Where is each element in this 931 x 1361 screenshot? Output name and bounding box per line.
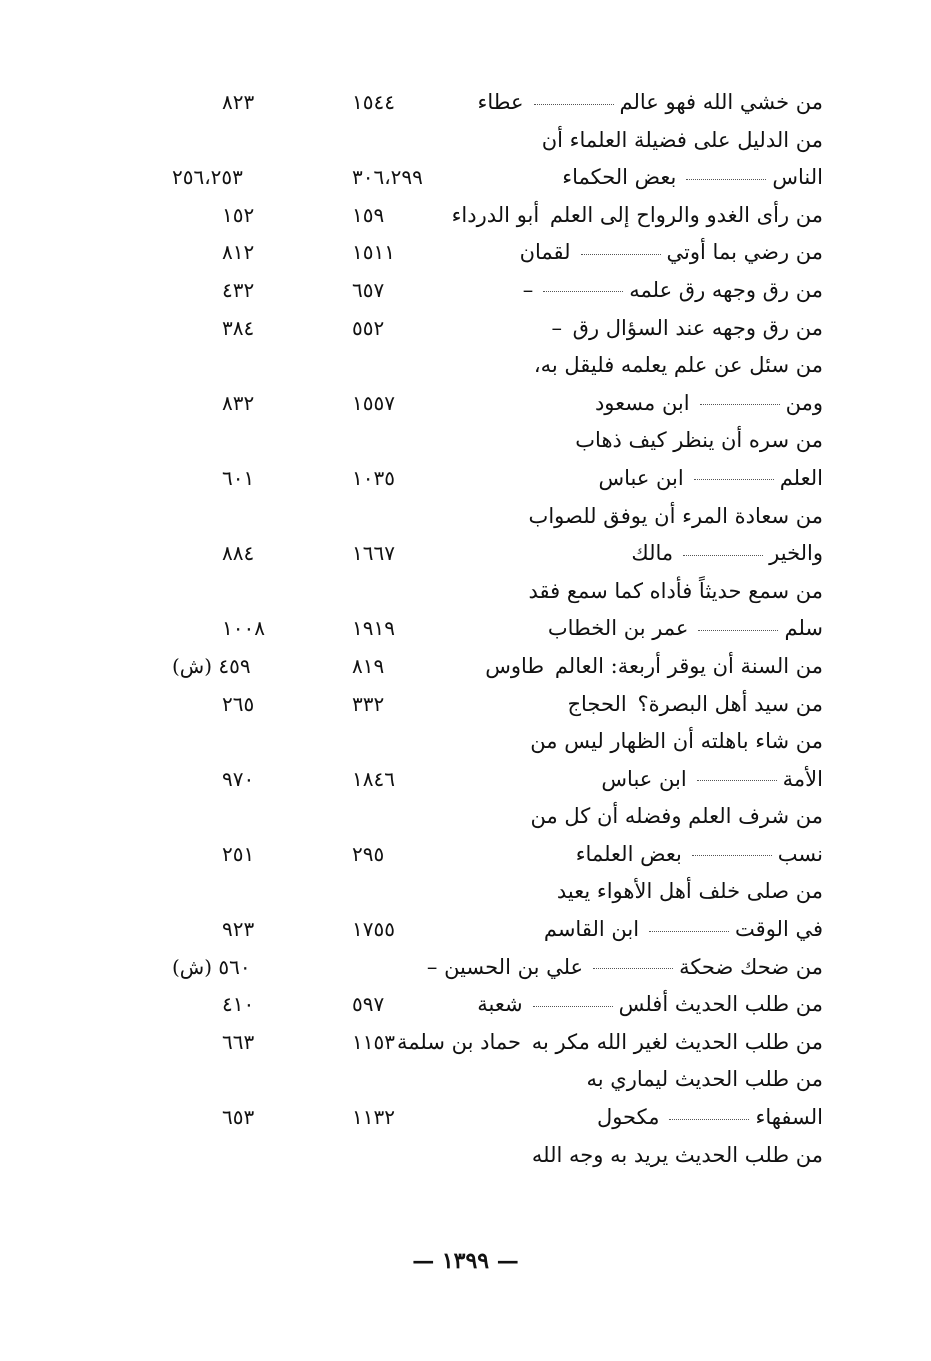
entry-phrase (530, 723, 823, 761)
index-entry (0, 723, 931, 761)
entry-text: من سعادة المرء أن يوفق للصواب (528, 503, 823, 528)
entry-phrase (595, 385, 823, 423)
leader-dots (697, 779, 777, 781)
page-number: — ١٣٩٩ — (412, 1248, 519, 1274)
entry-page: ٨٨٤ (222, 541, 255, 566)
entry-text: من رأى الغدو والرواح إلى العلم (549, 202, 823, 227)
entry-number: ٨١٩ (352, 653, 385, 678)
index-entry (0, 460, 931, 498)
entry-phrase (575, 422, 823, 460)
entry-page: ٣٨٤ (222, 315, 255, 340)
leader-dots (534, 103, 614, 105)
entry-phrase (532, 1137, 823, 1175)
leader-dots (692, 854, 772, 856)
index-entry (0, 234, 931, 272)
entry-phrase (544, 911, 823, 949)
entry-phrase (551, 310, 823, 348)
index-entry (0, 873, 931, 911)
entry-phrase (576, 836, 823, 874)
entry-source: ابن عباس (601, 766, 687, 791)
entry-number: ٣٠٦،٢٩٩ (352, 165, 423, 190)
entry-text: من شرف العلم وفضله أن كل من (530, 804, 823, 829)
index-entry (0, 949, 931, 987)
index-entry (0, 422, 931, 460)
entry-number: ٦٥٧ (352, 277, 385, 302)
entry-page: ٢٥٦،٢٥٣ (172, 165, 243, 190)
index-entry (0, 310, 931, 348)
entry-source: ابن مسعود (594, 390, 690, 415)
entry-page: ٥٦٠ (ش) (172, 954, 251, 979)
entry-number: ١٠٣٥ (352, 465, 395, 490)
entry-phrase (520, 234, 823, 272)
index-entry (0, 159, 931, 197)
index-entry (0, 798, 931, 836)
leader-dots (694, 478, 774, 480)
leader-dots (533, 1005, 613, 1007)
entry-page: ٨٢٣ (222, 90, 255, 114)
entry-number: ١٦٦٧ (352, 541, 395, 566)
entry-number: ١٨٤٦ (352, 766, 395, 791)
index-entry (0, 648, 931, 686)
index-entry (0, 1099, 931, 1137)
entry-text: سلم (784, 616, 823, 641)
index-entry (0, 347, 931, 385)
entry-text: من رضي بما أوتي (666, 240, 823, 265)
entry-page: ٢٥١ (222, 841, 255, 866)
entry-text: من طلب الحديث أفلس (618, 992, 823, 1017)
entry-number: ٥٩٧ (352, 992, 385, 1017)
entry-source: ابن القاسم (543, 917, 640, 942)
entry-phrase (601, 761, 823, 799)
entry-phrase (598, 460, 823, 498)
entry-text: من طلب الحديث يريد به وجه الله (531, 1142, 823, 1167)
entry-page: ٤٥٩ (ش) (172, 653, 251, 678)
entry-text: من سره أن ينظر كيف ذهاب (575, 428, 823, 453)
entry-phrase (485, 648, 823, 686)
index-entry (0, 761, 931, 799)
entry-text: من ضحك ضحكة (679, 954, 823, 979)
index-entry (0, 1024, 931, 1062)
index-entry (0, 197, 931, 235)
entry-phrase (567, 686, 823, 724)
entry-text: من رق وجهه رق علمه (629, 277, 823, 302)
entry-source: – (551, 315, 562, 340)
entry-page: ٩٧٠ (222, 766, 255, 791)
entry-page: ٦٥٣ (222, 1105, 255, 1130)
entry-page: ١٠٠٨ (222, 616, 265, 641)
entry-source: – (522, 277, 534, 302)
entry-number: ١٥٤٤ (352, 90, 395, 114)
entry-text: من السنة أن يوقر أربعة: العالم (554, 653, 823, 678)
entry-source: بعض العلماء (575, 841, 682, 866)
entry-text: في الوقت (735, 917, 823, 942)
entry-text: من سيد أهل البصرة؟ (637, 691, 823, 716)
leader-dots (700, 403, 780, 405)
entry-page: ٨٣٢ (222, 390, 255, 415)
index-entry (0, 573, 931, 611)
entry-phrase (477, 986, 823, 1024)
entry-number: ١٥٩ (352, 202, 385, 227)
entry-phrase (534, 347, 823, 385)
index-entry (0, 498, 931, 536)
leader-dots (593, 967, 673, 969)
entry-number: ١٥٥٧ (352, 390, 395, 415)
index-entry (0, 1137, 931, 1175)
entry-text: من طلب الحديث ليماري به (586, 1067, 823, 1092)
index-entry (0, 610, 931, 648)
entry-source: مالك (631, 541, 674, 566)
entry-text: ومن (785, 390, 823, 415)
entry-number: ١٩١٩ (352, 616, 395, 641)
index-entry (0, 535, 931, 573)
entry-text: من سمع حديثاً فأداه كما سمع فقد (528, 578, 823, 603)
entry-source: حماد بن سلمة (397, 1029, 522, 1054)
entry-page: ٦٠١ (222, 465, 255, 490)
index-entry (0, 385, 931, 423)
leader-dots (543, 290, 623, 292)
entry-number: ١٧٥٥ (352, 917, 395, 942)
entry-text: والخير (769, 541, 823, 566)
entry-phrase (562, 159, 823, 197)
entry-source: مكحول (596, 1105, 660, 1130)
entry-number: ٣٣٢ (352, 691, 385, 716)
entry-phrase (542, 122, 823, 160)
entry-text: من طلب الحديث لغير الله مكر به (531, 1029, 823, 1054)
entry-phrase (557, 873, 823, 911)
entry-page: ٩٢٣ (222, 917, 255, 942)
entry-text: من رق وجهه عند السؤال رق (572, 315, 823, 340)
index-entry (0, 84, 931, 122)
entry-source: عطاء (477, 90, 524, 114)
entry-text: من خشي الله فهو عالم (619, 90, 823, 114)
entry-text: من صلى خلف أهل الأهواء يعيد (556, 879, 823, 904)
index-entry (0, 686, 931, 724)
entry-phrase (529, 498, 823, 536)
entry-page: ٤٣٢ (222, 277, 255, 302)
entry-text: من سئل عن علم يعلمه فليقل به، (533, 353, 823, 378)
entry-source: الحجاج (567, 691, 627, 716)
entry-phrase (452, 197, 823, 235)
entry-number: ٢٩٥ (352, 841, 385, 866)
entry-page: ٢٦٥ (222, 691, 255, 716)
index-entry (0, 272, 931, 310)
entry-source: بعض الحكماء (562, 165, 677, 190)
index-entry (0, 911, 931, 949)
index-entries (0, 84, 931, 1174)
leader-dots (698, 629, 778, 631)
entry-phrase (523, 272, 823, 310)
entry-page: ٨١٢ (222, 240, 255, 265)
leader-dots (683, 554, 763, 556)
entry-phrase (587, 1061, 823, 1099)
index-entry (0, 1061, 931, 1099)
entry-text: الناس (772, 165, 823, 190)
entry-text: نسب (777, 841, 823, 866)
entry-source: لقمان (519, 240, 571, 265)
entry-text: من شاء باهلته أن الظهار ليس من (530, 729, 823, 754)
entry-source: أبو الدرداء (451, 202, 540, 227)
leader-dots (649, 930, 729, 932)
entry-text: من الدليل على فضيلة العلماء أن (541, 127, 823, 152)
entry-page: ١٥٢ (222, 202, 255, 227)
entry-text: الأمة (782, 766, 823, 791)
entry-phrase (427, 949, 823, 987)
leader-dots (686, 178, 766, 180)
entry-page: ٤١٠ (222, 992, 255, 1017)
entry-number: ١١٣٢ (352, 1105, 395, 1130)
leader-dots (581, 253, 661, 255)
entry-source: ابن عباس (598, 465, 684, 490)
entry-phrase (528, 573, 823, 611)
entry-phrase (397, 1024, 823, 1062)
index-entry (0, 986, 931, 1024)
entry-page: ٦٦٣ (222, 1029, 255, 1054)
entry-source: علي بن الحسين – (426, 954, 584, 979)
entry-number: ١٥١١ (352, 240, 395, 265)
index-entry (0, 122, 931, 160)
leader-dots (669, 1118, 749, 1120)
entry-phrase (597, 1099, 823, 1137)
entry-text: العلم (779, 465, 823, 490)
entry-source: عمر بن الخطاب (547, 616, 689, 641)
entry-phrase (478, 84, 824, 122)
entry-phrase (530, 798, 823, 836)
entry-text: السفهاء (755, 1105, 823, 1130)
entry-number: ٥٥٢ (352, 315, 385, 340)
index-entry (0, 836, 931, 874)
entry-phrase (631, 535, 823, 573)
entry-phrase (548, 610, 823, 648)
entry-source: شعبة (477, 992, 523, 1017)
entry-number: ١١٥٣ (352, 1029, 395, 1054)
entry-source: طاوس (485, 653, 545, 678)
